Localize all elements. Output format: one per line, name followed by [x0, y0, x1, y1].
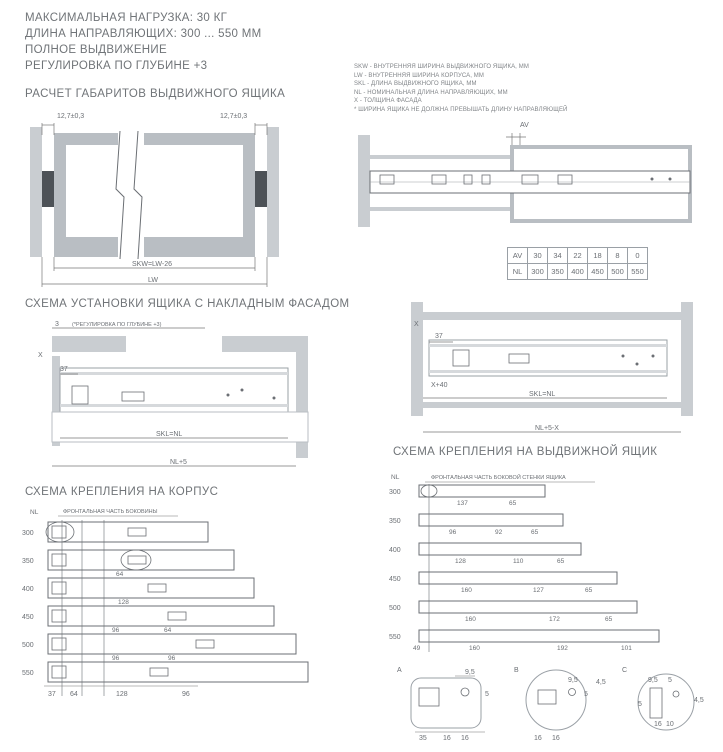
av-cell: 18 — [588, 248, 608, 264]
front-note: ФРОНТАЛЬНАЯ ЧАСТЬ БОКОВОЙ СТЕНКИ ЯЩИКА — [431, 475, 566, 481]
dim-96: 96 — [112, 655, 120, 662]
slide-right — [255, 171, 267, 207]
drawer-dim: 160 — [465, 616, 476, 623]
title-drawer-mount: СХЕМА КРЕПЛЕНИЯ НА ВЫДВИЖНОЙ ЯЩИК — [393, 446, 658, 458]
row-nl-label: 300 — [389, 489, 401, 496]
cabinet-side-right — [267, 127, 279, 257]
detail-dim: 5 — [638, 701, 642, 708]
nl-cell: 350 — [548, 264, 568, 280]
row-nl-label: 350 — [22, 558, 34, 565]
drawer-dim: 65 — [557, 558, 565, 565]
dim-96: 96 — [112, 627, 120, 634]
drawer-dim: 49 — [413, 645, 421, 652]
drawer-rail-550 — [419, 630, 659, 642]
nl-label: NL+5-X — [535, 425, 559, 432]
dim-96: 96 — [168, 655, 176, 662]
detail-dim: 16 — [461, 735, 469, 742]
nl-cell: 450 — [588, 264, 608, 280]
rear-panel — [681, 302, 693, 416]
x-label: X — [38, 352, 43, 359]
detail-dim: 4,5 — [596, 679, 606, 686]
drawer-dim: 101 — [621, 645, 632, 652]
detail-dim: 5 — [485, 691, 489, 698]
lw-label: LW — [148, 277, 158, 284]
install-overlay-diagram — [30, 312, 350, 482]
body-mount-diagram — [18, 500, 313, 700]
drawer-dim: 65 — [605, 616, 613, 623]
rail-550 — [48, 662, 308, 682]
bottom-dim: 128 — [116, 691, 128, 698]
detail-label: A — [397, 667, 402, 674]
offset-label: 37 — [435, 333, 443, 340]
detail-dim: 9,5 — [465, 669, 475, 676]
drawer-mount-diagram — [385, 470, 710, 655]
detail-dim: 16 — [443, 735, 451, 742]
nl-row — [508, 264, 648, 280]
dim-64: 64 — [116, 571, 124, 578]
drawer-dim: 192 — [557, 645, 568, 652]
detail-c — [620, 662, 720, 742]
skl-label: SKL=NL — [529, 391, 556, 398]
x40-label: X+40 — [431, 382, 448, 389]
legend-line: NL - НОМИНАЛЬНАЯ ДЛИНА НАПРАВЛЯЮЩИХ, ММ — [354, 89, 508, 96]
drawer-rail-300 — [419, 485, 545, 497]
nl-cell: 550 — [628, 264, 648, 280]
facade — [411, 302, 423, 416]
detail-dim: 16 — [552, 735, 560, 742]
spec-line: ДЛИНА НАПРАВЛЯЮЩИХ: 300 ... 550 ММ — [25, 28, 262, 40]
av-table — [507, 247, 648, 280]
dims-diagram — [20, 105, 310, 295]
drawer-dim: 65 — [585, 587, 593, 594]
row-nl-label: 350 — [389, 518, 401, 525]
nl-cell: 500 — [608, 264, 628, 280]
drawer-dim: 160 — [469, 645, 480, 652]
detail-dim: 5 — [584, 691, 588, 698]
bottom-dim: 64 — [70, 691, 78, 698]
slide-left — [42, 171, 54, 207]
row-nl-label: 300 — [22, 530, 34, 537]
spec-line: МАКСИМАЛЬНАЯ НАГРУЗКА: 30 КГ — [25, 12, 228, 24]
drawer-dim: 160 — [461, 587, 472, 594]
spec-line: РЕГУЛИРОВКА ПО ГЛУБИНЕ +3 — [25, 60, 208, 72]
drawer-inner — [66, 145, 243, 237]
bottom-dim: 37 — [48, 691, 56, 698]
spec-line: ПОЛНОЕ ВЫДВИЖЕНИЕ — [25, 44, 167, 56]
av-row-label: AV — [508, 248, 528, 264]
detail-dim: 16 — [534, 735, 542, 742]
legend-line: SKW - ВНУТРЕННЯЯ ШИРИНА ВЫДВИЖНОГО ЯЩИКА, ММ — [354, 64, 529, 70]
cabinet-panel — [358, 135, 370, 227]
legend-block — [354, 63, 567, 115]
detail-dim: 10 — [666, 721, 674, 728]
row-nl-label: 500 — [389, 605, 401, 612]
front-note: ФРОНТАЛЬНАЯ ЧАСТЬ БОКОВИНЫ — [63, 509, 158, 515]
row-nl-label: 400 — [22, 586, 34, 593]
detail-dim: 9,5 — [568, 677, 578, 684]
row-nl-label: 500 — [22, 642, 34, 649]
drawer-dim: 172 — [549, 616, 560, 623]
rail-400 — [48, 578, 254, 598]
detail-label: C — [622, 667, 628, 674]
rail-500 — [48, 634, 296, 654]
depth-note: (*РЕГУЛИРОВКА ПО ГЛУБИНЕ +3) — [72, 322, 162, 328]
av-cell: 0 — [628, 248, 648, 264]
detail-dim: 35 — [419, 735, 427, 742]
av-cell: 22 — [568, 248, 588, 264]
detail-b — [512, 662, 612, 742]
legend-line: * ШИРИНА ЯЩИКА НЕ ДОЛЖНА ПРЕВЫШАТЬ ДЛИНУ НАПРАВЛЯЮЩЕЙ — [354, 106, 568, 113]
dim-64: 64 — [164, 627, 172, 634]
row-nl-label: 400 — [389, 547, 401, 554]
depth-value: 3 — [55, 321, 59, 328]
x-label: X — [414, 321, 419, 328]
drawer-dim: 128 — [455, 558, 466, 565]
skl-label: SKL=NL — [156, 431, 183, 438]
title-dims: РАСЧЕТ ГАБАРИТОВ ВЫДВИЖНОГО ЯЩИКА — [25, 88, 286, 100]
drawer-dim: 127 — [533, 587, 544, 594]
drawer-rail-400 — [419, 543, 581, 555]
dim-128: 128 — [118, 599, 129, 606]
rail-300 — [48, 522, 208, 542]
drawer-rail-500 — [419, 601, 637, 613]
row-nl-label: 550 — [389, 634, 401, 641]
drawer-dim: 65 — [509, 500, 517, 507]
drawer-dim: 96 — [449, 529, 457, 536]
drawer-dim: 92 — [495, 529, 503, 536]
nl-cell: 400 — [568, 264, 588, 280]
specs-block — [25, 10, 261, 74]
drawer-rail-350 — [419, 514, 563, 526]
legend-line: SKL - ДЛИНА ВЫДВИЖНОГО ЯЩИКА, ММ — [354, 81, 477, 88]
offset-label: 37 — [60, 366, 68, 373]
nl-row-label: NL — [508, 264, 528, 280]
nl-header: NL — [30, 509, 39, 516]
install-inset-diagram — [405, 298, 705, 440]
gap-left-label: 12,7±0,3 — [57, 113, 85, 120]
av-cell: 30 — [528, 248, 548, 264]
legend-line: X - ТОЛЩИНА ФАСАДА — [354, 98, 422, 105]
nl-header: NL — [391, 474, 400, 481]
drawer-rail-450 — [419, 572, 617, 584]
gap-right-label: 12,7±0,3 — [220, 113, 248, 120]
row-nl-label: 450 — [389, 576, 401, 583]
row-nl-label: 450 — [22, 614, 34, 621]
drawer-dim: 137 — [457, 500, 468, 507]
av-row — [508, 248, 648, 264]
row-nl-label: 550 — [22, 670, 34, 677]
detail-dim: 9,5 — [648, 677, 658, 684]
detail-a — [395, 662, 505, 742]
nl-label: NL+5 — [170, 459, 187, 466]
detail-dim: 16 — [654, 721, 662, 728]
cabinet-side-left — [30, 127, 42, 257]
legend-line: LW - ВНУТРЕННЯЯ ШИРИНА КОРПУСА, ММ — [354, 72, 484, 79]
av-label: AV — [520, 122, 529, 129]
drawer-dim: 65 — [531, 529, 539, 536]
detail-label: B — [514, 667, 519, 674]
bottom-dim: 96 — [182, 691, 190, 698]
av-cell: 8 — [608, 248, 628, 264]
av-cell: 34 — [548, 248, 568, 264]
title-install: СХЕМА УСТАНОВКИ ЯЩИКА С НАКЛАДНЫМ ФАСАДОМ — [25, 298, 350, 310]
rail-350 — [48, 550, 234, 570]
drawer-dim: 110 — [513, 558, 524, 565]
slide-extension-diagram — [352, 115, 702, 235]
skw-label: SKW=LW-26 — [132, 261, 173, 268]
detail-dim: 4,5 — [694, 697, 704, 704]
nl-cell: 300 — [528, 264, 548, 280]
title-body-mount: СХЕМА КРЕПЛЕНИЯ НА КОРПУС — [25, 486, 219, 498]
detail-dim: 5 — [668, 677, 672, 684]
